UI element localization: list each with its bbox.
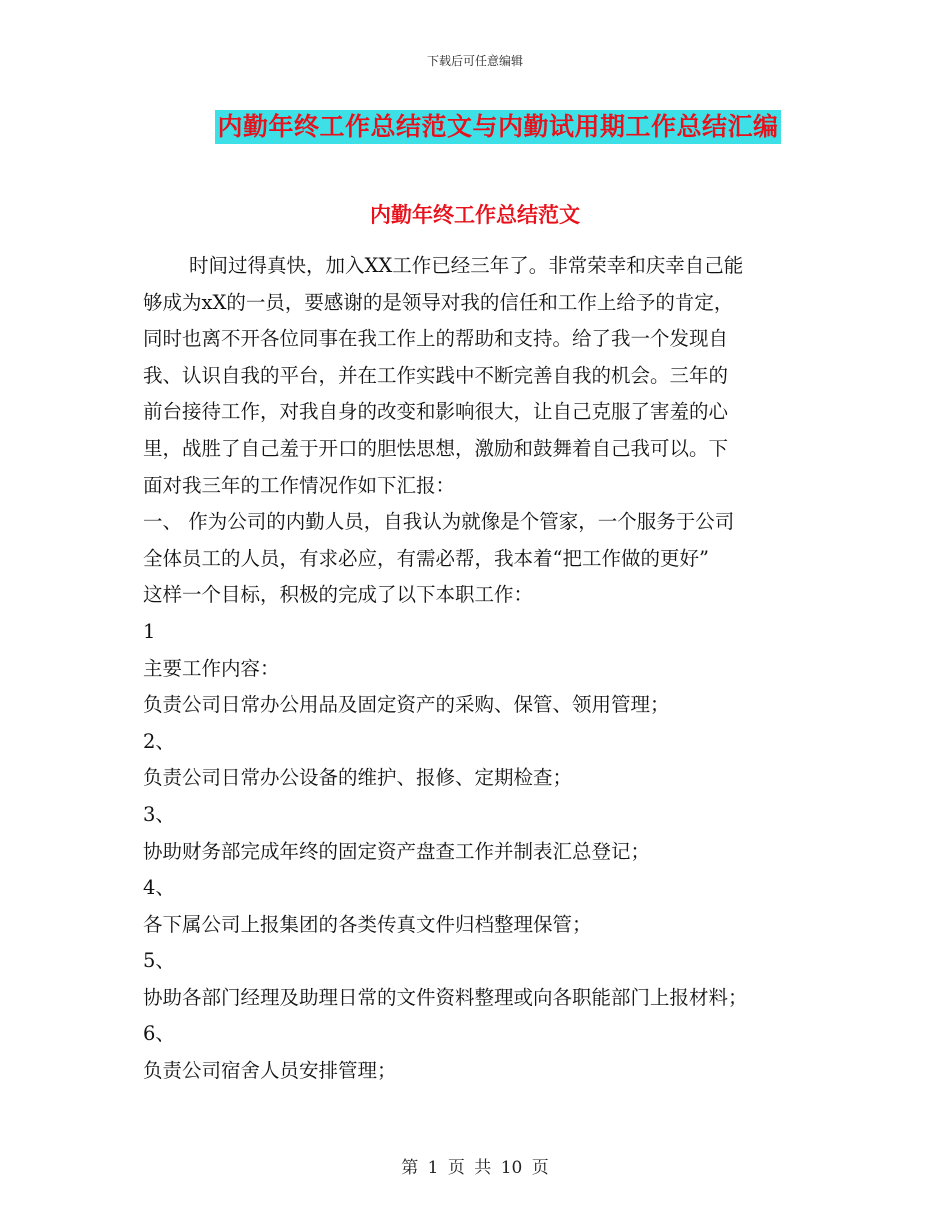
paragraph-line: 够成为xX的一员，要感谢的是领导对我的信任和工作上给予的肯定，	[143, 290, 734, 314]
list-item-text: 负责公司日常办公用品及固定资产的采购、保管、领用管理；	[143, 693, 670, 717]
list-number: 4、	[143, 876, 175, 900]
page-footer: 第 1 页 共 10 页	[401, 1158, 549, 1178]
list-item-text: 负责公司宿舍人员安排管理；	[143, 1059, 397, 1083]
paragraph-line: 主要工作内容：	[143, 656, 280, 680]
list-item-text: 协助各部门经理及助理日常的文件资料整理或向各职能部门上报材料；	[143, 985, 748, 1009]
paragraph-line: 里，战胜了自己羞于开口的胆怯思想，激励和鼓舞着自己我可以。下	[143, 436, 729, 460]
page-header: 下载后可任意编辑	[426, 54, 523, 68]
paragraph-line: 时间过得真快，加入XX工作已经三年了。非常荣幸和庆幸自己能	[189, 254, 744, 277]
list-item-text: 协助财务部完成年终的固定资产盘查工作并制表汇总登记；	[143, 839, 651, 863]
list-number: 5、	[143, 949, 175, 973]
list-number: 3、	[143, 802, 175, 826]
list-number: 2、	[143, 729, 175, 753]
section-title: 内勤年终工作总结范文	[370, 203, 580, 227]
list-item-text: 各下属公司上报集团的各类传真文件归档整理保管；	[143, 912, 592, 936]
paragraph-line: 这样一个目标，积极的完成了以下本职工作：	[143, 583, 534, 607]
paragraph-line: 全体员工的人员，有求必应，有需必帮，我本着“把工作做的更好”	[143, 546, 709, 570]
paragraph-line: 面对我三年的工作情况作如下汇报：	[143, 473, 456, 497]
paragraph-line: 一、 作为公司的内勤人员，自我认为就像是个管家，一个服务于公司	[143, 510, 735, 534]
document-title: 内勤年终工作总结范文与内勤试用期工作总结汇编	[215, 110, 780, 144]
paragraph-line: 我、认识自我的平台，并在工作实践中不断完善自我的机会。三年的	[143, 363, 729, 387]
list-item-text: 负责公司日常办公设备的维护、报修、定期检查；	[143, 766, 573, 790]
list-number: 1	[143, 619, 156, 643]
document-body	[143, 248, 808, 1090]
paragraph-line: 前台接待工作，对我自身的改变和影响很大，让自己克服了害羞的心	[143, 400, 729, 424]
list-number: 6、	[143, 1022, 175, 1046]
document-title-wrapper	[0, 110, 950, 144]
paragraph-line: 同时也离不开各位同事在我工作上的帮助和支持。给了我一个发现自	[143, 327, 729, 351]
